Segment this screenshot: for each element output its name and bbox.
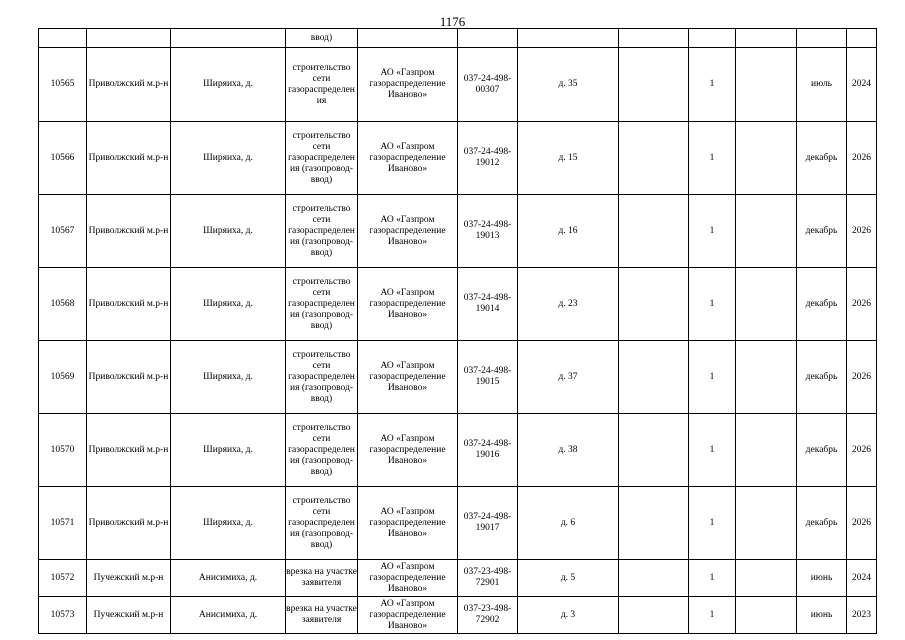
cell-month: июнь [797, 597, 847, 634]
continuation-row [39, 29, 877, 48]
table-row [39, 341, 877, 414]
cell-locality: Ширяиха, д. [171, 487, 286, 560]
cell-empty [736, 487, 797, 560]
cell-district: Приволжский м.р-н [87, 487, 171, 560]
cell-org: АО «Газпром газораспределение Иваново» [358, 560, 458, 597]
cell-empty [689, 29, 736, 48]
cell-work: строительство сети газораспределения (газопровод-ввод) [286, 268, 358, 341]
cell-district: Приволжский м.р-н [87, 122, 171, 195]
cell-id: 10568 [39, 268, 87, 341]
cell-work: строительство сети газораспределения (газопровод-ввод) [286, 414, 358, 487]
cell-org: АО «Газпром газораспределение Иваново» [358, 195, 458, 268]
cell-district: Приволжский м.р-н [87, 341, 171, 414]
cell-year: 2026 [847, 268, 877, 341]
cell-empty [171, 29, 286, 48]
cell-org: АО «Газпром газораспределение Иваново» [358, 597, 458, 634]
cell-org: АО «Газпром газораспределение Иваново» [358, 48, 458, 122]
cell-qty: 1 [689, 48, 736, 122]
cell-work: строительство сети газораспределения (газопровод-ввод) [286, 195, 358, 268]
table-row [39, 122, 877, 195]
cell-empty [619, 341, 689, 414]
cell-month: декабрь [797, 341, 847, 414]
cell-year: 2024 [847, 560, 877, 597]
cell-month: июнь [797, 560, 847, 597]
cell-locality: Анисимиха, д. [171, 560, 286, 597]
cell-work: врезка на участке заявителя [286, 597, 358, 634]
cell-org: АО «Газпром газораспределение Иваново» [358, 122, 458, 195]
cell-code: 037-24-498-00307 [458, 48, 518, 122]
cell-qty: 1 [689, 122, 736, 195]
cell-empty [797, 29, 847, 48]
cell-empty [39, 29, 87, 48]
cell-qty: 1 [689, 560, 736, 597]
table-row [39, 195, 877, 268]
cell-empty [358, 29, 458, 48]
cell-code: 037-24-498-19017 [458, 487, 518, 560]
cell-house: д. 38 [518, 414, 619, 487]
cell-month: декабрь [797, 195, 847, 268]
cell-org: АО «Газпром газораспределение Иваново» [358, 414, 458, 487]
cell-empty [619, 560, 689, 597]
cell-id: 10569 [39, 341, 87, 414]
table-row [39, 487, 877, 560]
cell-code: 037-24-498-19014 [458, 268, 518, 341]
cell-empty [518, 29, 619, 48]
cell-org: АО «Газпром газораспределение Иваново» [358, 487, 458, 560]
cell-code: 037-24-498-19016 [458, 414, 518, 487]
cell-work: врезка на участке заявителя [286, 560, 358, 597]
cell-house: д. 6 [518, 487, 619, 560]
cell-id: 10566 [39, 122, 87, 195]
cell-empty [619, 195, 689, 268]
cell-code: 037-24-498-19015 [458, 341, 518, 414]
cell-month: декабрь [797, 414, 847, 487]
cell-id: 10573 [39, 597, 87, 634]
cell-id: 10571 [39, 487, 87, 560]
cell-district: Приволжский м.р-н [87, 268, 171, 341]
cell-year: 2026 [847, 122, 877, 195]
cell-work-continuation: ввод) [286, 29, 358, 48]
cell-empty [619, 122, 689, 195]
cell-qty: 1 [689, 597, 736, 634]
cell-month: декабрь [797, 487, 847, 560]
table-row [39, 560, 877, 597]
cell-code: 037-24-498-19012 [458, 122, 518, 195]
table-row [39, 48, 877, 122]
cell-work: строительство сети газораспределения [286, 48, 358, 122]
cell-empty [87, 29, 171, 48]
cell-empty [736, 414, 797, 487]
cell-code: 037-24-498-19013 [458, 195, 518, 268]
cell-district: Приволжский м.р-н [87, 195, 171, 268]
cell-house: д. 15 [518, 122, 619, 195]
cell-empty [619, 597, 689, 634]
cell-empty [736, 195, 797, 268]
table-row [39, 414, 877, 487]
cell-code: 037-23-498-72901 [458, 560, 518, 597]
cell-district: Приволжский м.р-н [87, 414, 171, 487]
cell-month: июль [797, 48, 847, 122]
cell-qty: 1 [689, 268, 736, 341]
cell-empty [736, 48, 797, 122]
cell-locality: Ширяиха, д. [171, 195, 286, 268]
cell-locality: Ширяиха, д. [171, 341, 286, 414]
cell-id: 10567 [39, 195, 87, 268]
cell-code: 037-23-498-72902 [458, 597, 518, 634]
cell-empty [619, 268, 689, 341]
cell-id: 10570 [39, 414, 87, 487]
cell-house: д. 35 [518, 48, 619, 122]
cell-empty [619, 414, 689, 487]
cell-house: д. 3 [518, 597, 619, 634]
table-row [39, 597, 877, 634]
cell-year: 2026 [847, 487, 877, 560]
cell-locality: Ширяиха, д. [171, 268, 286, 341]
cell-empty [736, 341, 797, 414]
cell-empty [736, 122, 797, 195]
cell-year: 2026 [847, 414, 877, 487]
cell-empty [458, 29, 518, 48]
table-row [39, 268, 877, 341]
cell-org: АО «Газпром газораспределение Иваново» [358, 341, 458, 414]
cell-qty: 1 [689, 487, 736, 560]
cell-empty [736, 268, 797, 341]
cell-qty: 1 [689, 341, 736, 414]
cell-empty [619, 487, 689, 560]
cell-month: декабрь [797, 122, 847, 195]
cell-empty [736, 29, 797, 48]
cell-qty: 1 [689, 195, 736, 268]
cell-empty [736, 597, 797, 634]
cell-house: д. 23 [518, 268, 619, 341]
cell-house: д. 5 [518, 560, 619, 597]
cell-district: Пучежский м.р-н [87, 597, 171, 634]
cell-district: Пучежский м.р-н [87, 560, 171, 597]
cell-empty [736, 560, 797, 597]
cell-locality: Ширяиха, д. [171, 122, 286, 195]
registry-table [38, 28, 877, 634]
cell-empty [619, 48, 689, 122]
page-number: 1176 [439, 14, 466, 29]
cell-id: 10572 [39, 560, 87, 597]
cell-work: строительство сети газораспределения (газопровод-ввод) [286, 487, 358, 560]
cell-year: 2024 [847, 48, 877, 122]
cell-locality: Ширяиха, д. [171, 414, 286, 487]
cell-locality: Ширяиха, д. [171, 48, 286, 122]
cell-empty [847, 29, 877, 48]
cell-house: д. 37 [518, 341, 619, 414]
cell-work: строительство сети газораспределения (газопровод-ввод) [286, 122, 358, 195]
cell-year: 2023 [847, 597, 877, 634]
cell-id: 10565 [39, 48, 87, 122]
cell-district: Приволжский м.р-н [87, 48, 171, 122]
cell-empty [619, 29, 689, 48]
cell-org: АО «Газпром газораспределение Иваново» [358, 268, 458, 341]
cell-year: 2026 [847, 195, 877, 268]
cell-house: д. 16 [518, 195, 619, 268]
cell-month: декабрь [797, 268, 847, 341]
cell-qty: 1 [689, 414, 736, 487]
cell-year: 2026 [847, 341, 877, 414]
cell-locality: Анисимиха, д. [171, 597, 286, 634]
cell-work: строительство сети газораспределения (газопровод-ввод) [286, 341, 358, 414]
